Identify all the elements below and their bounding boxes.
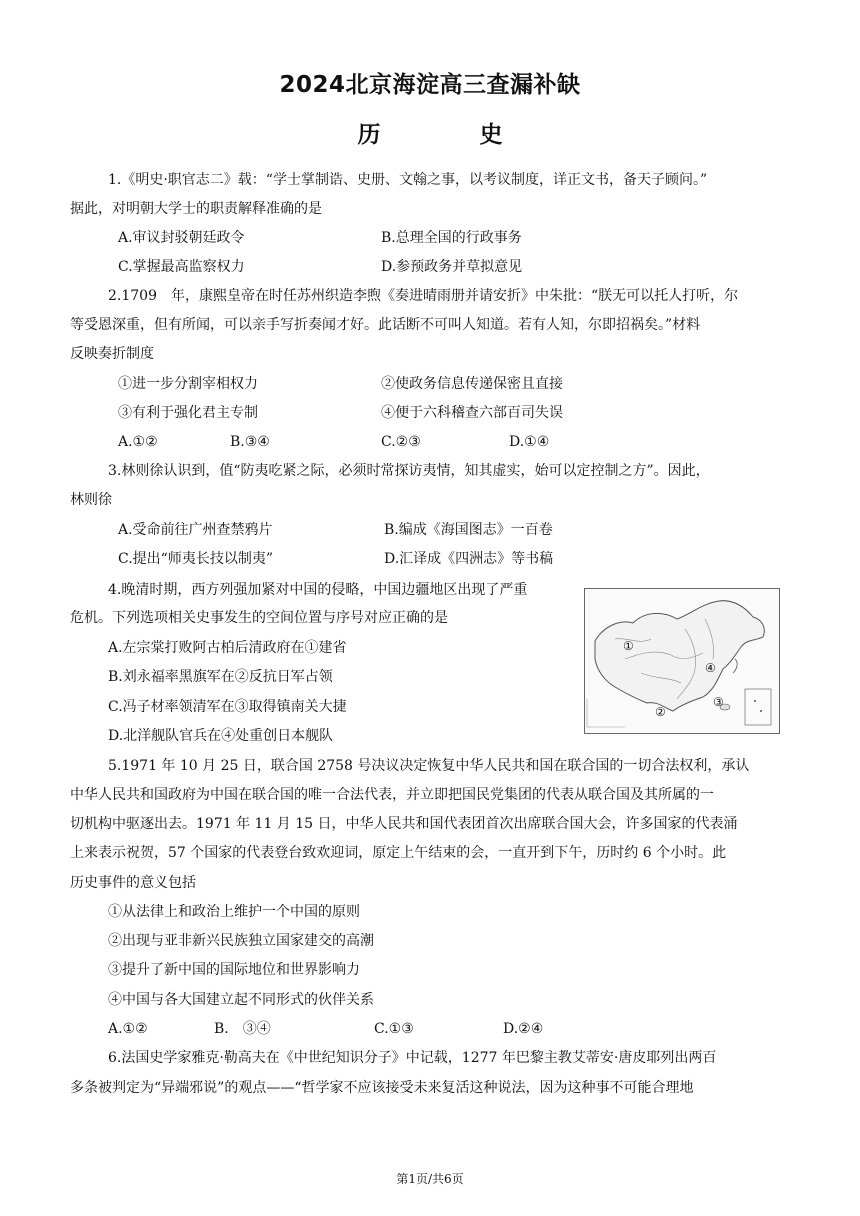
q5-stem-line5: 历史事件的意义包括 [70,875,196,891]
q5-option-c: C.①③ [374,1021,414,1037]
page-number: 第1页/共6页 [396,1172,464,1186]
q6-stem-line1: 6.法国史学家雅克·勒高夫在《中世纪知识分子》中记载，1277 年巴黎主教艾蒂安·唐皮耶列出两百 [108,1050,717,1066]
q5-statement-3: ③提升了新中国的国际地位和世界影响力 [108,962,360,978]
q3-option-c: C.提出“师夷长技以制夷” [118,551,273,567]
subject-title: 历 史 [357,122,541,148]
q5-stem-line2: 中华人民共和国政府为中国在联合国的唯一合法代表，并立即把国民党集团的代表从联合国及其所属的一 [70,787,714,803]
q5-statement-1: ①从法律上和政治上维护一个中国的原则 [108,904,360,920]
q5-stem-line4: 上来表示祝贺，57 个国家的代表登台致欢迎词，原定上午结束的会，一直开到下午，历时约 6 个小时。此 [70,845,727,861]
q5-statement-4: ④中国与各大国建立起不同形式的伙伴关系 [108,992,374,1008]
q2-stem-line1: 2.1709 年，康熙皇帝在时任苏州织造李煦《奏进晴雨册并请安折》中朱批：“朕无可以托人打听，尔 [108,288,739,304]
q1-option-c: C.掌握最高监察权力 [118,259,245,275]
q6-stem-line2: 多条被判定为“异端邪说”的观点——“哲学家不应该接受未来复活这种说法，因为这种事不可能合理地 [70,1080,694,1096]
q3-stem-line2: 林则徐 [70,492,112,508]
map-label-1: ① [623,639,634,653]
q1-option-b: B.总理全国的行政事务 [381,230,522,246]
q5-statement-2: ②出现与亚非新兴民族独立国家建交的高潮 [108,933,374,949]
q3-option-a: A.受命前往广州查禁鸦片 [118,522,273,538]
q4-option-d: D.北洋舰队官兵在④处重创日本舰队 [108,728,334,744]
q2-stem-line3: 反映奏折制度 [70,346,154,362]
q1-option-a: A.审议封驳朝廷政令 [118,230,245,246]
q2-statement-1: ①进一步分割宰相权力 [118,376,258,392]
q1-stem-line1: 1.《明史·职官志二》载：“学士掌制诰、史册、文翰之事，以考议制度，详正文书，备天子顾问。” [108,172,708,188]
q2-option-c: C.②③ [381,434,421,450]
q2-option-b: B.③④ [230,434,270,450]
q4-option-c: C.冯子材率领清军在③取得镇南关大捷 [108,699,347,715]
map-label-3: ③ [713,695,724,709]
china-map-figure [584,588,780,734]
map-label-4: ④ [705,661,716,675]
q1-option-d: D.参预政务并草拟意见 [381,259,523,275]
map-label-2: ② [655,705,666,719]
q2-option-d: D.①④ [509,434,550,450]
q5-stem-line1: 5.1971 年 10 月 25 日，联合国 2758 号决议决定恢复中华人民共和国在联合国的一切合法权利，承认 [108,758,750,774]
q1-stem-line2: 据此，对明朝大学士的职责解释准确的是 [70,201,322,217]
q3-option-b: B.编成《海国图志》一百卷 [384,522,553,538]
q2-statement-2: ②使政务信息传递保密且直接 [381,376,563,392]
q4-stem-line1: 4.晚清时期，西方列强加紧对中国的侵略，中国边疆地区出现了严重 [108,582,528,598]
q5-stem-line3: 切机构中驱逐出去。1971 年 11 月 15 日，中华人民共和国代表团首次出席联合国大会，许多国家的代表涌 [70,816,738,832]
q5-option-d: D.②④ [503,1021,544,1037]
q4-stem-line2: 危机。下列选项相关史事发生的空间位置与序号对应正确的是 [70,610,448,626]
q2-statement-3: ③有利于强化君主专制 [118,405,258,421]
q4-option-b: B.刘永福率黑旗军在②反抗日军占领 [108,669,333,685]
q2-statement-4: ④便于六科稽查六部百司失误 [381,405,563,421]
q5-option-a: A.①② [108,1021,148,1037]
q5-option-b: B. ③④ [214,1021,271,1037]
q4-option-a: A.左宗棠打败阿古柏后清政府在①建省 [108,640,347,656]
q2-option-a: A.①② [118,434,158,450]
q3-stem-line1: 3.林则徐认识到，值“防夷吃紧之际，必须时常探访夷情，知其虚实，始可以定控制之方”。因此， [108,463,710,479]
china-map-drawing [585,589,779,733]
q3-option-d: D.汇译成《四洲志》等书稿 [384,551,554,567]
page-title: 2024北京海淀高三查漏补缺 [279,72,581,98]
q2-stem-line2: 等受恩深重，但有所闻，可以亲手写折奏闻才好。此话断不可叫人知道。若有人知，尔即招祸矣。”材料 [70,317,701,333]
